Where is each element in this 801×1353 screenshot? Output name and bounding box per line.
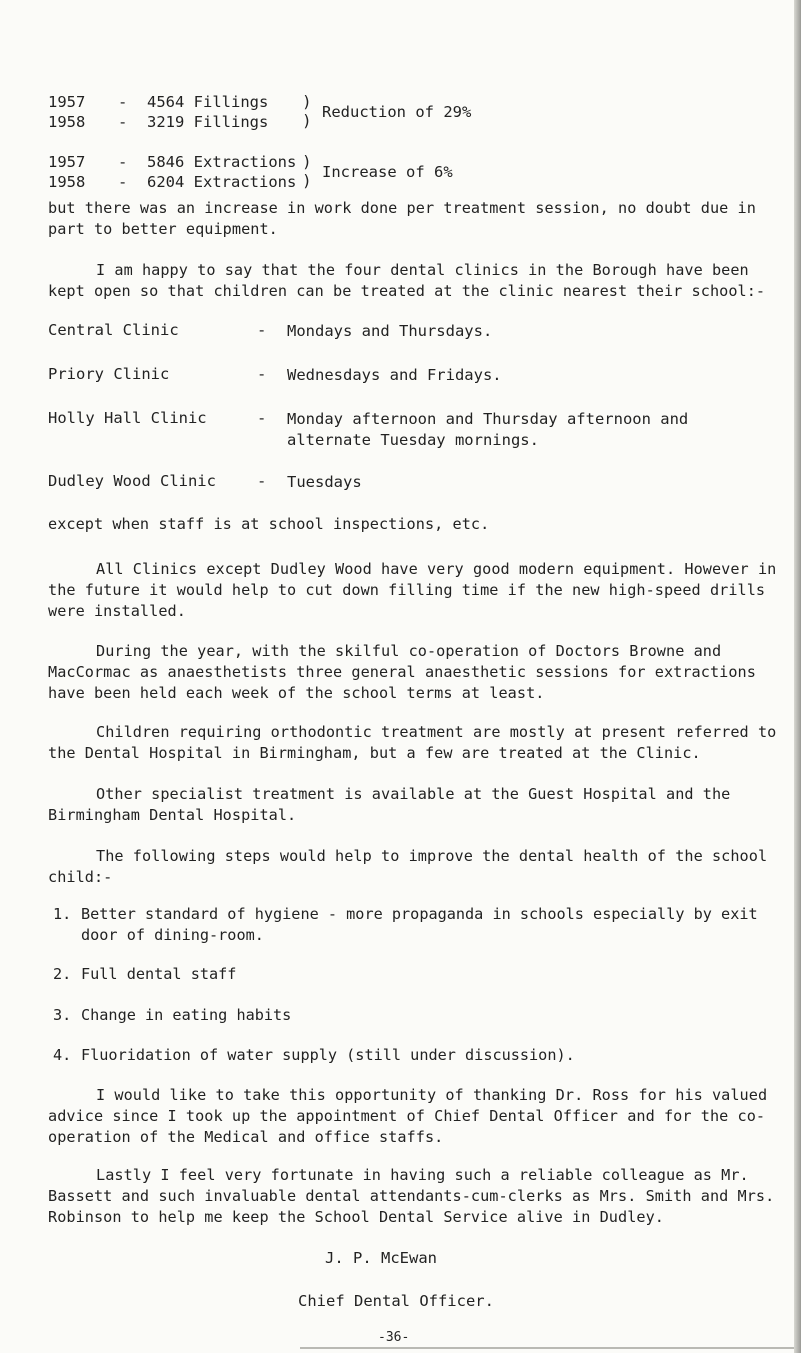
- lastly-paragraph: [48, 1165, 788, 1228]
- equipment-paragraph: [48, 559, 788, 622]
- except-paragraph: [48, 514, 788, 535]
- clinic-dash: -: [257, 321, 267, 339]
- stat-item: 6204 Extractions: [147, 173, 297, 191]
- stat-dash: -: [118, 113, 128, 131]
- clinic-name: Dudley Wood Clinic: [48, 472, 216, 490]
- list-number: 2.: [53, 965, 72, 983]
- stat-item: 5846 Extractions: [147, 153, 297, 171]
- paragraph-text: All Clinics except Dudley Wood have very good modern equipment. However in the future it would help to cut down filling time if the new high-speed drills were installed.: [48, 560, 777, 620]
- clinic-name: Priory Clinic: [48, 365, 170, 383]
- brace-mark: ): [302, 152, 312, 171]
- clinic-name: Holly Hall Clinic: [48, 409, 207, 427]
- brace-mark: ): [302, 111, 312, 130]
- stat-year: 1957: [48, 93, 86, 111]
- clinic-times: Mondays and Thursdays.: [287, 322, 493, 340]
- clinic-name: Central Clinic: [48, 321, 179, 339]
- paragraph-text: I am happy to say that the four dental clinics in the Borough have been kept open so that children can be treated at the clinic nearest their school:-: [48, 261, 766, 300]
- stat-item: 4564 Fillings: [147, 93, 269, 111]
- page-number: -36-: [378, 1330, 410, 1345]
- list-item: [53, 1005, 773, 1026]
- page-bottom-shadow: [300, 1347, 794, 1349]
- stat-year: 1958: [48, 113, 86, 131]
- clinic-times: Tuesdays: [287, 473, 362, 491]
- orthodontic-paragraph: [48, 722, 788, 764]
- paragraph-text: The following steps would help to improve the dental health of the school child:-: [48, 847, 768, 886]
- page-edge-shadow: [794, 0, 801, 1353]
- stat-year: 1957: [48, 153, 86, 171]
- paragraph-text: Lastly I feel very fortunate in having such a reliable colleague as Mr. Bassett and such invaluable dental attendants-cum-clerks as Mrs. Smith and Mrs. Robinson to help me keep the School Dental Service alive in Dudley.: [48, 1166, 775, 1226]
- work-paragraph: [48, 198, 788, 240]
- steps-intro-paragraph: [48, 846, 788, 888]
- list-text: Better standard of hygiene - more propaganda in schools especially by exit door of dining-room.: [81, 905, 758, 944]
- brace-mark: ): [302, 171, 312, 190]
- stat-year: 1958: [48, 173, 86, 191]
- clinic-times: Wednesdays and Fridays.: [287, 366, 502, 384]
- paragraph-text: except when staff is at school inspections, etc.: [48, 515, 490, 533]
- clinic-dash: -: [257, 472, 267, 490]
- stat-dash: -: [118, 153, 128, 171]
- stat-result: Increase of 6%: [322, 163, 453, 181]
- stat-result: Reduction of 29%: [322, 103, 472, 121]
- stat-dash: -: [118, 93, 128, 111]
- thanks-paragraph: [48, 1085, 788, 1148]
- list-item: [53, 1045, 773, 1066]
- paragraph-text: but there was an increase in work done per treatment session, no doubt due in part to better equipment.: [48, 199, 756, 238]
- list-number: 4.: [53, 1046, 72, 1064]
- list-item: [53, 904, 773, 946]
- clinic-times: Monday afternoon and Thursday afternoon and alternate Tuesday mornings.: [287, 410, 689, 449]
- anaesthetic-paragraph: [48, 641, 788, 704]
- list-item: [53, 964, 773, 985]
- signature-name: J. P. McEwan: [325, 1249, 437, 1267]
- stat-item: 3219 Fillings: [147, 113, 269, 131]
- list-text: Fluoridation of water supply (still under discussion).: [81, 1046, 575, 1064]
- clinics-intro-paragraph: [48, 260, 788, 302]
- list-text: Change in eating habits: [81, 1006, 292, 1024]
- paragraph-text: Children requiring orthodontic treatment are mostly at present referred to the Dental Hospital in Birmingham, but a few are treated at the Clinic.: [48, 723, 777, 762]
- clinic-dash: -: [257, 409, 267, 427]
- clinic-dash: -: [257, 365, 267, 383]
- list-text: Full dental staff: [81, 965, 237, 983]
- list-number: 1.: [53, 905, 72, 923]
- signature-title: Chief Dental Officer.: [298, 1292, 494, 1310]
- list-number: 3.: [53, 1006, 72, 1024]
- stat-dash: -: [118, 173, 128, 191]
- paragraph-text: I would like to take this opportunity of thanking Dr. Ross for his valued advice since I took up the appointment of Chief Dental Officer and for the co-operation of the Medical and office staffs.: [48, 1086, 768, 1146]
- brace-mark: ): [302, 92, 312, 111]
- paragraph-text: Other specialist treatment is available at the Guest Hospital and the Birmingham Dental Hospital.: [48, 785, 731, 824]
- specialist-paragraph: [48, 784, 788, 826]
- paragraph-text: During the year, with the skilful co-operation of Doctors Browne and MacCormac as anaesthetists three general anaesthetic sessions for extractions have been held each week of the school terms at least.: [48, 642, 756, 702]
